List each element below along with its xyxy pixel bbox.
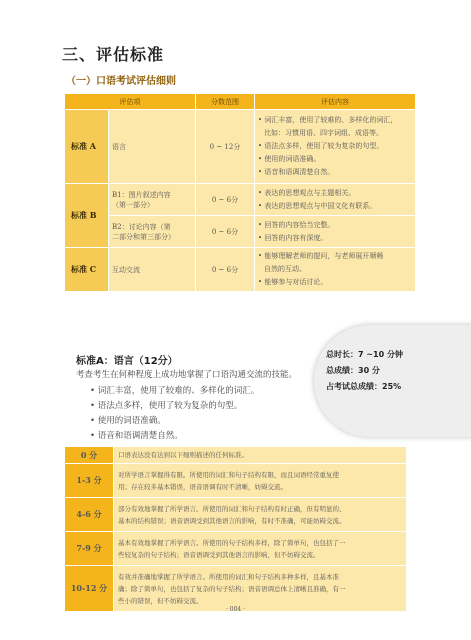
header-content: 评估内容 [255,94,416,110]
item-line: 二部分和第三部分） [112,232,175,241]
grading-row [65,498,407,532]
grading-row [65,464,407,498]
content-line: • 能够理解老师的提问，与老师展开顺畅 [258,252,384,260]
content-line: • 语法点多样，使用了较为复杂的句型。 [258,142,384,150]
desc-line: 些较复杂的句子结构；语音语调受到其他语言的影响，但不妨碍交流。 [118,550,320,559]
grading-desc [114,464,407,498]
duration-text: 总时长：7 ~10 分钟 [326,350,403,359]
desc-line: 确；除了简单句，也包括了复杂的句子结构；语音语调总体上清晰且准确，有一 [118,584,346,593]
content-line: • 表达的思想观点与中国文化有联系。 [258,201,377,210]
desc-line: 基本的结构错误；语音语调受到其他语言的影响，有时不准确，可能妨碍交流。 [118,516,346,525]
standard-b2-content [255,216,416,248]
header-score: 分数范围 [196,94,255,110]
standard-c-content [255,248,416,292]
section-title: 三、评估标准 [62,45,165,64]
standard-a-description: 考查考生在何种程度上成功地掌握了口语沟通交流的技能。 [76,370,298,380]
standard-a-bullet: • 使用的词语准确。 [90,416,166,426]
grading-desc [114,447,407,464]
desc-line: 有效并准确地掌握了所学语言。所使用的词汇和句子结构多种多样，且基本准 [118,572,339,581]
standard-a-bullet: • 词汇丰富，使用了较难的、多样化的词汇。 [90,386,260,396]
page-number: · 004 · [225,606,246,613]
grading-table [64,446,407,612]
standard-a-score: 0 ~ 12分 [196,110,255,184]
standard-b1-score: 0 ~ 6分 [196,184,255,216]
grading-row [65,532,407,566]
sub-title: （一）口语考试评估细则 [66,76,176,87]
content-line: • 回答的内容恰当完整。 [258,220,335,229]
content-line: • 能够参与对话讨论。 [258,278,328,286]
grading-row [65,566,407,612]
standard-a-bullet: • 语音和语调清楚自然。 [90,431,183,441]
standard-a-item: 语言 [109,110,196,184]
exam-info-badge [314,325,471,437]
grading-score: 0 分 [65,447,114,464]
grading-desc [114,532,407,566]
item-line: B1：图片叙述内容 [112,190,171,199]
header-item: 评估项 [65,94,196,110]
grading-desc [114,566,407,612]
grading-desc [114,498,407,532]
item-line: （第一部分） [112,200,154,209]
content-line: • 词汇丰富，使用了较难的、多样化的词汇， [258,116,398,124]
criteria-table [64,93,416,292]
grading-score: 7-9 分 [65,532,114,566]
grading-score: 1-3 分 [65,464,114,498]
grading-score: 4-6 分 [65,498,114,532]
content-line: • 回答的内容有深度。 [258,233,328,242]
desc-line: 对所学语言掌握得有限。所使用的词汇和句子结构有限，而且词语经常重复使 [118,470,339,479]
standard-a-bullet: • 语法点多样，使用了较为复杂的句型。 [90,401,243,411]
standard-b2-row [65,216,416,248]
standard-a-content [255,110,416,184]
standard-a-row [65,110,416,184]
desc-line: 基本有效地掌握了所学语言。所使用的句子结构多样，除了简单句，也包括了一 [118,538,346,547]
standard-b2-item [109,216,196,248]
share-text: 占考试总成绩：25% [326,382,402,391]
content-line: • 使用的词语准确。 [258,155,321,163]
desc-line: 些小的错误，但不妨碍交流。 [118,596,203,605]
grading-score: 10-12 分 [65,566,114,612]
grading-row [65,447,407,464]
standard-b-label: 标准 B [65,184,109,248]
standard-a-label: 标准 A [65,110,109,184]
desc-line: 口语表达没有达到以下细则描述的任何标准。 [118,451,248,459]
content-line: 比如：习惯用语、四字词组、成语等。 [264,129,383,137]
standard-c-row [65,248,416,292]
desc-line: 用；存在较多基本错误，语音语调有时不清晰，妨碍交流。 [118,482,287,491]
standard-b2-score: 0 ~ 6分 [196,216,255,248]
desc-line: 部分有效地掌握了所学语言。所使用的词汇和句子结构有时正确，但有明显的、 [118,504,346,513]
standard-a-heading: 标准A：语言（12分） [76,356,178,367]
standard-b1-item [109,184,196,216]
standard-b1-content [255,184,416,216]
standard-c-score: 0 ~ 6分 [196,248,255,292]
standard-b1-row [65,184,416,216]
total-score-text: 总成绩：30 分 [326,366,380,375]
criteria-header-row [65,94,416,110]
content-line: • 语音和语调清楚自然。 [258,168,335,176]
standard-c-label: 标准 C [65,248,109,292]
standard-c-item: 互动交流 [109,248,196,292]
item-line: B2：讨论内容（第 [112,222,171,231]
content-line: • 表达的思想观点与主题相关。 [258,188,356,197]
content-line: 自然的互动。 [264,265,306,273]
